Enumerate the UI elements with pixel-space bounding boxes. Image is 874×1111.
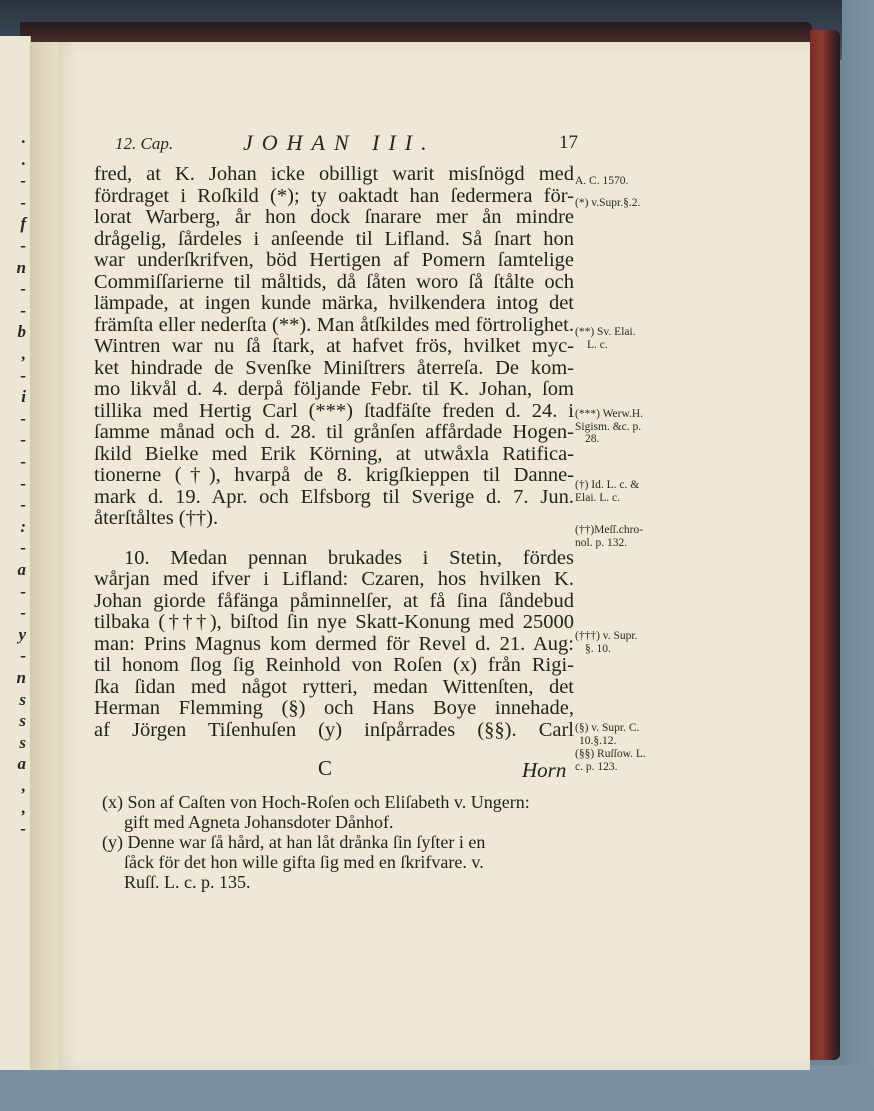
facing-page-fragment: - bbox=[20, 538, 26, 558]
page-number: 17 bbox=[559, 132, 578, 153]
facing-page-fragment: . bbox=[21, 128, 26, 147]
facing-page-fragment: . bbox=[21, 149, 26, 169]
facing-page-fragment: - bbox=[20, 581, 26, 601]
facing-page-fragment: - bbox=[20, 473, 26, 493]
footnotes bbox=[102, 792, 577, 892]
facing-page-fragment: : bbox=[20, 516, 26, 536]
text-line: lämpade, at ingen kunde märka, hvilkendera intog det bbox=[94, 292, 574, 314]
margin-note-line: (*) v.Supr.§.2. bbox=[575, 197, 641, 209]
margin-note-line: 28. bbox=[585, 433, 600, 445]
facing-page-fragment: - bbox=[20, 279, 26, 299]
margin-note-line: (†) Id. L. c. & bbox=[575, 479, 640, 491]
margin-note-year bbox=[575, 175, 685, 188]
margin-note-line: A. C. 1570. bbox=[575, 175, 629, 187]
text-line: främſta eller nederſta (**). Man åtſkildes med förtrolighet. bbox=[94, 313, 574, 336]
facing-page-fragment: - bbox=[20, 452, 26, 471]
facing-page-fragment: y bbox=[18, 624, 26, 644]
footnote-line: gift med Agneta Johansdoter Dånhof. bbox=[124, 812, 394, 832]
text-line: tionerne (†), hvarpå de 8. krigſkieppen til Danne- bbox=[94, 464, 574, 486]
margin-note-line: c. p. 123. bbox=[575, 760, 618, 773]
main-text bbox=[94, 164, 574, 741]
text-line: tilbaka (†††), biſtod ſin nye Skatt-Konung med 25000 bbox=[94, 611, 574, 633]
footnote-line: Denne war ſå hård, at han låt drånka ſin ſyſter i en bbox=[127, 832, 486, 852]
facing-page-fragment: - bbox=[20, 408, 26, 428]
footnote-x bbox=[102, 792, 577, 832]
margin-note-line: Sigism. &c. p. bbox=[575, 420, 642, 433]
text-line: af Jörgen Tiſenhuſen (y) inſpårrades (§§). Carl bbox=[94, 718, 574, 741]
facing-page-fragment: n bbox=[16, 668, 26, 687]
text-line: Wintren war nu ſå ſtark, at hafvet frös, hvilket myc- bbox=[94, 335, 574, 357]
text-line: mark d. 19. Apr. och Elfsborg til Sverige d. 7. Jun. bbox=[94, 485, 574, 508]
footnote-line: Son af Caſten von Hoch-Roſen och Eliſabeth v. Ungern: bbox=[127, 792, 530, 812]
text-line: ket hindrade de Svenſke Miniſtrers återreſa. De kom- bbox=[94, 356, 574, 379]
chapter-label: 12. Cap. bbox=[115, 134, 174, 153]
facing-page-fragment: - bbox=[20, 192, 26, 212]
margin-note-1 bbox=[575, 197, 685, 210]
background-bottom bbox=[0, 1065, 874, 1111]
text-line: ſka ſidan med något rytteri, medan Wittenſten, det bbox=[94, 675, 574, 698]
facing-page-fragment: - bbox=[20, 603, 26, 623]
facing-page-fragment: - bbox=[20, 430, 26, 450]
facing-page-fragment: , bbox=[21, 776, 26, 795]
book-cover-right-edge bbox=[810, 30, 840, 1060]
facing-page-fragment: b bbox=[17, 322, 26, 342]
book-cover-top-edge bbox=[20, 22, 812, 42]
facing-page-fragment: - bbox=[20, 819, 26, 839]
footnote-y bbox=[102, 832, 577, 892]
text-line: Herman Flemming (§) och Hans Boye innehade, bbox=[94, 697, 574, 719]
margin-note-line: (†††) v. Supr. bbox=[575, 630, 638, 642]
facing-page-fragment: s bbox=[19, 689, 26, 709]
margin-note-line: (§) v. Supr. C. bbox=[575, 722, 640, 734]
footnote-marker: (y) bbox=[102, 832, 123, 852]
facing-page-fragment: - bbox=[20, 495, 26, 515]
facing-page-fragment: - bbox=[20, 171, 26, 191]
text-line: til honom ſlog ſig Reinhold von Roſen (x) från Rigi- bbox=[94, 654, 574, 676]
paragraph-2 bbox=[94, 548, 574, 742]
text-line: fördraget i Roſkild (*); ty oaktadt han ſedermera för- bbox=[94, 184, 574, 207]
facing-page-fragment: f bbox=[20, 214, 26, 234]
text-line: drågelig, ſårdeles i anſeende til Lifland. Så ſnart hon bbox=[94, 227, 574, 250]
footnote-marker: (x) bbox=[102, 792, 123, 812]
margin-note-line: (**) Sv. Elai. bbox=[575, 326, 636, 338]
running-head bbox=[115, 128, 578, 156]
text-line: tillika med Hertig Carl (***) ſtadfäſte freden d. 24. i bbox=[94, 399, 574, 422]
text-line: mo likvål d. 4. derpå följande Febr. til K. Johan, ſom bbox=[94, 378, 574, 400]
text-line: war underſkrifven, böd Hertigen af Pomern ſamtelige bbox=[94, 249, 574, 271]
margin-note-line: Elai. L. c. bbox=[575, 491, 621, 504]
text-line: återſtåltes (††). bbox=[94, 507, 219, 529]
margin-note-line: (§§) Ruſſow. L. bbox=[575, 748, 646, 760]
margin-note-line: (††)Meſſ.chro- bbox=[575, 524, 644, 536]
margin-note-5 bbox=[575, 524, 685, 549]
margin-note-2 bbox=[575, 326, 685, 351]
margin-note-8 bbox=[575, 748, 685, 773]
margin-note-7 bbox=[575, 722, 685, 747]
facing-page-fragment: , bbox=[21, 344, 26, 363]
text-line: ſkild Bielke med Erik Körning, at utwåxla Ratifica- bbox=[94, 442, 574, 465]
paragraph-1 bbox=[94, 164, 574, 530]
margin-note-line: (***) Werw.H. bbox=[575, 408, 644, 420]
text-line: man: Prins Magnus kom dermed för Revel d. 21. Aug: bbox=[94, 632, 574, 655]
facing-page-fragment: - bbox=[20, 646, 26, 666]
facing-page-fragment: - bbox=[20, 365, 26, 385]
footnote-line: Ruſſ. L. c. p. 135. bbox=[124, 872, 251, 892]
facing-page-edge bbox=[0, 36, 31, 1070]
facing-page-fragment: a bbox=[17, 754, 26, 774]
facing-page-fragment: n bbox=[16, 257, 26, 277]
margin-note-line: 10.§.12. bbox=[579, 734, 617, 747]
margin-note-6 bbox=[575, 630, 685, 655]
text-line: Johan giorde fåfänga påminnelſer, at få ſina ſåndebud bbox=[94, 589, 574, 612]
text-line: wårjan med ifver i Lifland: Czaren, hos hvilken K. bbox=[94, 568, 574, 590]
page-title: JOHAN III. bbox=[243, 130, 436, 155]
facing-page-fragment: i bbox=[21, 387, 26, 407]
background-right bbox=[842, 0, 874, 1111]
facing-page-fragment: s bbox=[19, 732, 26, 752]
signature-mark: C bbox=[318, 756, 333, 780]
book-gutter bbox=[30, 42, 58, 1070]
catchword: Horn bbox=[522, 758, 567, 782]
margin-note-line: L. c. bbox=[587, 338, 608, 351]
facing-page-fragment: a bbox=[17, 560, 26, 579]
margin-note-3 bbox=[575, 408, 685, 446]
margin-note-4 bbox=[575, 479, 685, 504]
facing-page-fragment: - bbox=[20, 300, 26, 320]
margin-note-line: §. 10. bbox=[585, 642, 611, 655]
facing-page-fragment: , bbox=[21, 797, 26, 817]
margin-note-line: nol. p. 132. bbox=[575, 536, 628, 549]
text-line: Commiſſarierne til måltids, då ſåten woro ſå ſtålte och bbox=[94, 270, 574, 293]
text-line: lorat Warberg, år hon dock ſnarare mer ån mindre bbox=[94, 206, 574, 228]
footnote-line: ſåck för det hon wille gifta ſig med en ſkrifvare. v. bbox=[124, 852, 484, 872]
text-line: ſamme månad och d. 28. til grånſen affårdade Hogen- bbox=[94, 421, 574, 443]
facing-page-fragment: s bbox=[19, 711, 26, 731]
facing-page-fragment: - bbox=[20, 236, 26, 255]
text-line: 10. Medan pennan brukades i Stetin, fördes bbox=[124, 546, 574, 569]
text-line: fred, at K. Johan icke obilligt warit misſnögd med bbox=[94, 163, 574, 185]
